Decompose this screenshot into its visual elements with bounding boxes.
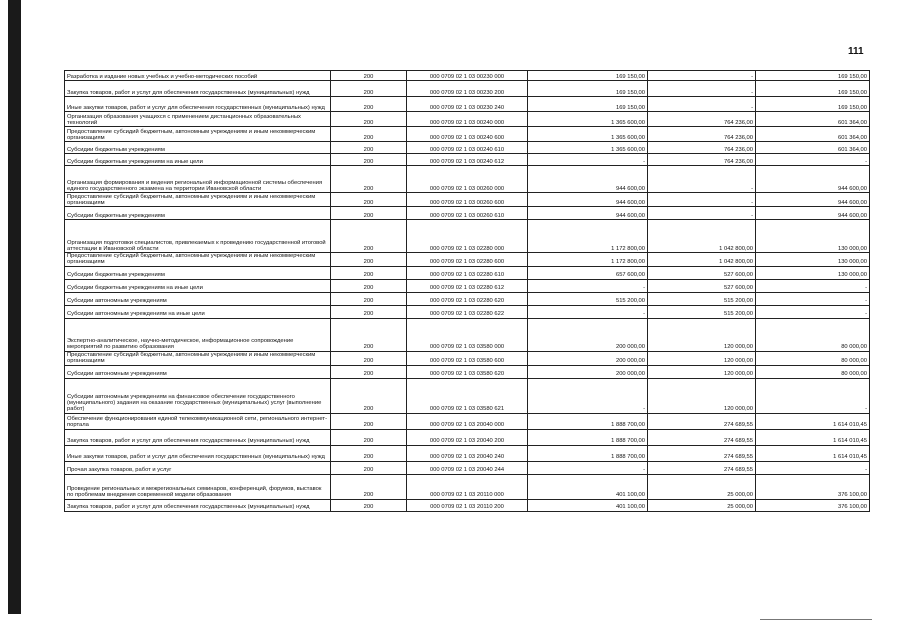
table-row — [65, 474, 870, 499]
row-kbk: 000 0709 02 1 03 00240 000 — [407, 112, 528, 127]
row-total: 1 365 600,00 — [528, 142, 648, 154]
row-name: Экспертно-аналитическое, научно-методическое, информационное сопровождение мероприятий по развитию образования — [65, 318, 331, 351]
row-kbk: 000 0709 02 1 03 00230 240 — [407, 97, 528, 112]
table-row — [65, 207, 870, 220]
row-code: 200 — [331, 305, 407, 318]
row-code: 200 — [331, 207, 407, 220]
table-row — [65, 166, 870, 193]
table-row — [65, 292, 870, 305]
row-kbk: 000 0709 02 1 03 00260 000 — [407, 166, 528, 193]
table-row — [65, 112, 870, 127]
row-name: Субсидии автономным учреждениям на иные цели — [65, 305, 331, 318]
row-total: 1 365 600,00 — [528, 127, 648, 142]
row-name: Субсидии бюджетным учреждениям на иные цели — [65, 279, 331, 292]
row-rest: 1 614 010,45 — [756, 413, 870, 429]
row-total: 944 600,00 — [528, 207, 648, 220]
row-total: 1 888 700,00 — [528, 413, 648, 429]
row-total: 169 150,00 — [528, 97, 648, 112]
table-row — [65, 429, 870, 445]
row-total: 200 000,00 — [528, 318, 648, 351]
row-total: 1 888 700,00 — [528, 429, 648, 445]
row-rest: 130 000,00 — [756, 266, 870, 279]
row-code: 200 — [331, 127, 407, 142]
row-total: 200 000,00 — [528, 351, 648, 365]
row-kbk: 000 0709 02 1 03 20040 200 — [407, 429, 528, 445]
row-name: Иные закупки товаров, работ и услуг для обеспечения государственных (муниципальных) нужд — [65, 97, 331, 112]
row-total: 1 365 600,00 — [528, 112, 648, 127]
row-part: - — [648, 81, 756, 97]
row-code: 200 — [331, 253, 407, 267]
row-name: Закупка товаров, работ и услуг для обеспечения государственных (муниципальных) нужд — [65, 499, 331, 511]
row-part: 515 200,00 — [648, 305, 756, 318]
row-total: 1 172 800,00 — [528, 253, 648, 267]
row-code: 200 — [331, 97, 407, 112]
row-kbk: 000 0709 02 1 03 00230 200 — [407, 81, 528, 97]
row-part: - — [648, 71, 756, 81]
row-part: 764 236,00 — [648, 154, 756, 166]
row-part: - — [648, 193, 756, 207]
row-total: 1 888 700,00 — [528, 445, 648, 461]
table-row — [65, 71, 870, 81]
row-part: - — [648, 97, 756, 112]
row-part: 764 236,00 — [648, 127, 756, 142]
row-name: Предоставление субсидий бюджетным, автономным учреждениям и иным некоммерческим организациям — [65, 351, 331, 365]
row-rest: 944 600,00 — [756, 166, 870, 193]
row-part: 1 042 800,00 — [648, 253, 756, 267]
table-row — [65, 499, 870, 511]
budget-table — [64, 70, 870, 512]
row-part: 274 689,55 — [648, 445, 756, 461]
table-row — [65, 351, 870, 365]
row-kbk: 000 0709 02 1 03 02280 000 — [407, 220, 528, 253]
row-kbk: 000 0709 02 1 03 02280 620 — [407, 292, 528, 305]
row-kbk: 000 0709 02 1 03 00260 600 — [407, 193, 528, 207]
row-rest: - — [756, 292, 870, 305]
row-code: 200 — [331, 318, 407, 351]
row-code: 200 — [331, 413, 407, 429]
row-name: Разработка и издание новых учебных и учебно-методических пособий — [65, 71, 331, 81]
row-rest: - — [756, 305, 870, 318]
row-code: 200 — [331, 220, 407, 253]
row-part: 25 000,00 — [648, 474, 756, 499]
row-kbk: 000 0709 02 1 03 02280 600 — [407, 253, 528, 267]
row-rest: 80 000,00 — [756, 318, 870, 351]
row-part: 274 689,55 — [648, 461, 756, 474]
row-code: 200 — [331, 266, 407, 279]
row-kbk: 000 0709 02 1 03 03580 600 — [407, 351, 528, 365]
table-row — [65, 127, 870, 142]
row-code: 200 — [331, 351, 407, 365]
row-kbk: 000 0709 02 1 03 20110 200 — [407, 499, 528, 511]
row-code: 200 — [331, 365, 407, 378]
row-name: Субсидии бюджетным учреждениям — [65, 142, 331, 154]
row-code: 200 — [331, 154, 407, 166]
row-rest: 944 600,00 — [756, 193, 870, 207]
table-row — [65, 461, 870, 474]
table-row — [65, 445, 870, 461]
row-total: 944 600,00 — [528, 193, 648, 207]
row-part: 1 042 800,00 — [648, 220, 756, 253]
row-code: 200 — [331, 292, 407, 305]
row-rest: 944 600,00 — [756, 207, 870, 220]
row-part: 120 000,00 — [648, 351, 756, 365]
table-row — [65, 378, 870, 413]
table-row — [65, 305, 870, 318]
row-total: - — [528, 154, 648, 166]
row-rest: 80 000,00 — [756, 365, 870, 378]
binding-edge — [8, 0, 21, 614]
row-name: Прочая закупка товаров, работ и услуг — [65, 461, 331, 474]
row-code: 200 — [331, 474, 407, 499]
row-name: Организация подготовки специалистов, привлекаемых к проведению государственной итоговой аттестации в Ивановской области — [65, 220, 331, 253]
row-code: 200 — [331, 193, 407, 207]
row-rest: - — [756, 378, 870, 413]
row-rest: 130 000,00 — [756, 220, 870, 253]
row-rest: 130 000,00 — [756, 253, 870, 267]
row-kbk: 000 0709 02 1 03 00240 610 — [407, 142, 528, 154]
row-total: 1 172 800,00 — [528, 220, 648, 253]
row-part: 25 000,00 — [648, 499, 756, 511]
row-part: 120 000,00 — [648, 378, 756, 413]
table-row — [65, 279, 870, 292]
row-name: Субсидии бюджетным учреждениям на иные цели — [65, 154, 331, 166]
row-part: 764 236,00 — [648, 112, 756, 127]
row-name: Организация образования учащихся с применением дистанционных образовательных технологий — [65, 112, 331, 127]
table-row — [65, 365, 870, 378]
row-code: 200 — [331, 429, 407, 445]
row-rest: - — [756, 279, 870, 292]
table-row — [65, 81, 870, 97]
row-rest: 169 150,00 — [756, 97, 870, 112]
row-rest: 169 150,00 — [756, 71, 870, 81]
table-row — [65, 142, 870, 154]
row-total: 401 100,00 — [528, 474, 648, 499]
row-code: 200 — [331, 499, 407, 511]
row-kbk: 000 0709 02 1 03 02280 622 — [407, 305, 528, 318]
row-name: Субсидии автономным учреждениям — [65, 292, 331, 305]
row-rest: - — [756, 461, 870, 474]
row-part: - — [648, 166, 756, 193]
row-code: 200 — [331, 461, 407, 474]
row-code: 200 — [331, 279, 407, 292]
table-row — [65, 193, 870, 207]
table-row — [65, 318, 870, 351]
row-part: 120 000,00 — [648, 365, 756, 378]
table-row — [65, 97, 870, 112]
row-total: 169 150,00 — [528, 81, 648, 97]
row-code: 200 — [331, 166, 407, 193]
row-rest: 169 150,00 — [756, 81, 870, 97]
row-rest: 80 000,00 — [756, 351, 870, 365]
row-name: Иные закупки товаров, работ и услуг для обеспечения государственных (муниципальных) нужд — [65, 445, 331, 461]
row-rest: 1 614 010,45 — [756, 429, 870, 445]
row-total: 657 600,00 — [528, 266, 648, 279]
row-total: - — [528, 461, 648, 474]
row-total: 944 600,00 — [528, 166, 648, 193]
row-code: 200 — [331, 112, 407, 127]
row-rest: 601 364,00 — [756, 127, 870, 142]
row-part: 764 236,00 — [648, 142, 756, 154]
row-rest: 376 100,00 — [756, 474, 870, 499]
row-total: 515 200,00 — [528, 292, 648, 305]
row-kbk: 000 0709 02 1 03 00260 610 — [407, 207, 528, 220]
row-name: Субсидии автономным учреждениям на финансовое обеспечение государственного (муниципального) задания на оказание государственных (муниципальных) услуг (выполнение работ) — [65, 378, 331, 413]
row-part: 274 689,55 — [648, 413, 756, 429]
row-name: Закупка товаров, работ и услуг для обеспечения государственных (муниципальных) нужд — [65, 81, 331, 97]
row-total: - — [528, 305, 648, 318]
row-name: Предоставление субсидий бюджетным, автономным учреждениям и иным некоммерческим организациям — [65, 127, 331, 142]
row-name: Субсидии автономным учреждениям — [65, 365, 331, 378]
row-kbk: 000 0709 02 1 03 03580 620 — [407, 365, 528, 378]
row-rest: - — [756, 154, 870, 166]
row-rest: 376 100,00 — [756, 499, 870, 511]
row-name: Организация формирования и ведения региональной информационной системы обеспечения единого государственного экзамена на территории Ивановской области — [65, 166, 331, 193]
row-rest: 601 364,00 — [756, 112, 870, 127]
row-name: Субсидии бюджетным учреждениям — [65, 207, 331, 220]
row-kbk: 000 0709 02 1 03 02280 612 — [407, 279, 528, 292]
row-total: 401 100,00 — [528, 499, 648, 511]
table-row — [65, 154, 870, 166]
row-rest: 1 614 010,45 — [756, 445, 870, 461]
row-kbk: 000 0709 02 1 03 02280 610 — [407, 266, 528, 279]
row-part: 274 689,55 — [648, 429, 756, 445]
row-kbk: 000 0709 02 1 03 03580 000 — [407, 318, 528, 351]
row-total: 169 150,00 — [528, 71, 648, 81]
row-part: 527 600,00 — [648, 279, 756, 292]
row-kbk: 000 0709 02 1 03 20040 000 — [407, 413, 528, 429]
page-number: 111 — [848, 46, 864, 57]
row-name: Закупка товаров, работ и услуг для обеспечения государственных (муниципальных) нужд — [65, 429, 331, 445]
row-name: Субсидии бюджетным учреждениям — [65, 266, 331, 279]
row-code: 200 — [331, 81, 407, 97]
row-kbk: 000 0709 02 1 03 00240 600 — [407, 127, 528, 142]
table-row — [65, 413, 870, 429]
row-total: - — [528, 279, 648, 292]
row-name: Проведение региональных и межрегиональных семинаров, конференций, форумов, выставок по проблемам внедрения современной модели образования — [65, 474, 331, 499]
row-kbk: 000 0709 02 1 03 00240 612 — [407, 154, 528, 166]
row-total: - — [528, 378, 648, 413]
table-row — [65, 220, 870, 253]
row-part: - — [648, 207, 756, 220]
footer-rule — [760, 619, 872, 620]
row-kbk: 000 0709 02 1 03 20040 244 — [407, 461, 528, 474]
row-name: Предоставление субсидий бюджетным, автономным учреждениям и иным некоммерческим организациям — [65, 193, 331, 207]
row-kbk: 000 0709 02 1 03 20110 000 — [407, 474, 528, 499]
row-kbk: 000 0709 02 1 03 03580 621 — [407, 378, 528, 413]
row-total: 200 000,00 — [528, 365, 648, 378]
table-row — [65, 253, 870, 267]
row-code: 200 — [331, 142, 407, 154]
row-kbk: 000 0709 02 1 03 00230 000 — [407, 71, 528, 81]
row-code: 200 — [331, 378, 407, 413]
table-row — [65, 266, 870, 279]
row-code: 200 — [331, 445, 407, 461]
row-name: Обеспечение функционирования единой телекоммуникационной сети, регионального интернет-портала — [65, 413, 331, 429]
budget-table-body — [65, 71, 870, 512]
row-part: 120 000,00 — [648, 318, 756, 351]
row-name: Предоставление субсидий бюджетным, автономным учреждениям и иным некоммерческим организациям — [65, 253, 331, 267]
row-part: 527 600,00 — [648, 266, 756, 279]
row-code: 200 — [331, 71, 407, 81]
row-part: 515 200,00 — [648, 292, 756, 305]
row-rest: 601 364,00 — [756, 142, 870, 154]
row-kbk: 000 0709 02 1 03 20040 240 — [407, 445, 528, 461]
